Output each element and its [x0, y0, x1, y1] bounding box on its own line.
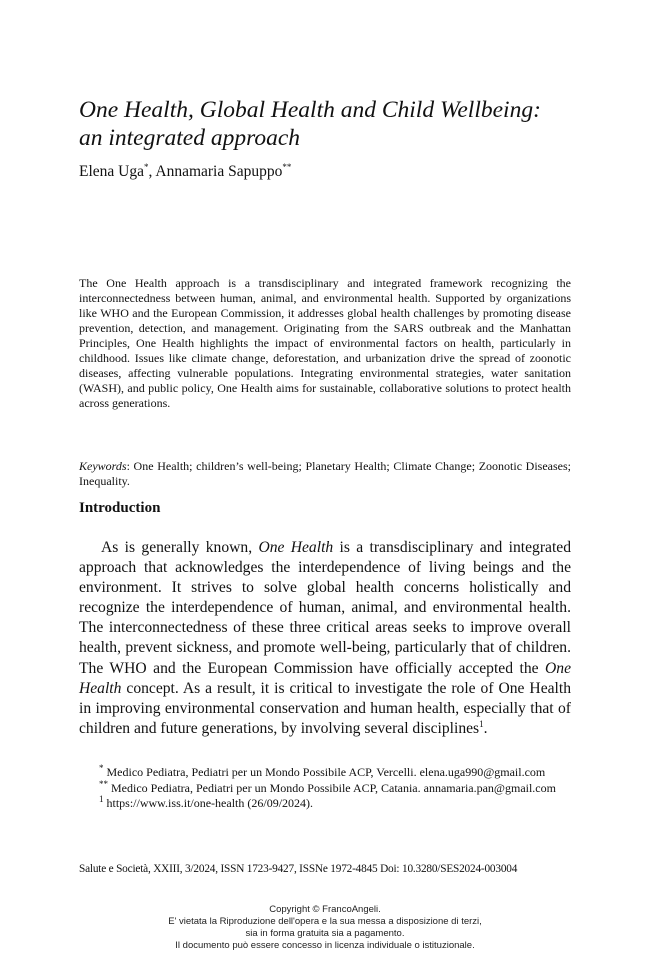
footnote-1-mark: *: [99, 763, 104, 773]
article-title: [79, 96, 599, 152]
footnote-3: [79, 796, 571, 812]
footnote-2: [79, 778, 571, 797]
body-footnote-ref: 1: [479, 718, 484, 729]
footnote-1-text: Medico Pediatra, Pediatri per un Mondo Possibile ACP, Vercelli. elena.uga990@gmail.com: [103, 765, 546, 779]
copyright-line-4: Il documento può essere concesso in licenza individuale o istituzionale.: [175, 940, 475, 951]
author-1-footnote-mark: *: [143, 161, 149, 172]
author-name-1: Elena Uga: [79, 163, 144, 180]
title-line-1: One Health, Global Health and Child Wellbeing:: [79, 97, 541, 123]
footnote-3-mark: 1: [99, 794, 104, 804]
footnotes: [79, 765, 571, 812]
author-separator: ,: [148, 163, 156, 180]
footnote-3-text: https://www.iss.it/one-health (26/09/2024).: [103, 796, 314, 810]
keywords-text: : One Health; children’s well-being; Planetary Health; Climate Change; Zoonotic Diseases; Inequality.: [79, 459, 571, 488]
abstract: The One Health approach is a transdisciplinary and integrated framework recognizing the interconnectedness between human, animal, and environmental health. Supported by organizations like WHO and the European Commission, it addresses global health challenges by promoting disease prevention, detection, and management. Originating from the SARS outbreak and the Manhattan Principles, One Health highlights the impact of environmental factors on health, particularly in childhood. Issues like climate change, deforestation, and urbanization drive the spread of zoonotic diseases, affecting vulnerable populations. Integrating environmental strategies, water sanitation (WASH), and public policy, One Health aims for sustainable, collaborative solutions to protect health across generations.: [79, 276, 571, 410]
footnote-2-mark: **: [99, 778, 108, 789]
body-emphasis-2: One Health: [79, 659, 571, 697]
journal-citation: Salute e Società, XXIII, 3/2024, ISSN 1723-9427, ISSNe 1972-4845 Doi: 10.3280/SES2024-003004: [79, 863, 518, 875]
copyright-line-1: Copyright © FrancoAngeli.: [269, 904, 381, 915]
body-emphasis-1: One Health: [258, 539, 334, 556]
body-text-part-1: As is generally known,: [101, 539, 259, 556]
keywords: [79, 459, 571, 489]
copyright-line-3: sia in forma gratuita sia a pagamento.: [245, 928, 405, 939]
body-text-part-2: is a transdisciplinary and integrated approach that acknowledges the interdependence of living beings and the environment. It strives to solve global health concerns holistically and recognize the interdependence of human, animal, and environmental health. The interconnectedness of these three critical areas seeks to improve overall health, prevent sickness, and promote well-being, particularly that of children. The WHO and the European Commission have officially accepted the: [79, 539, 571, 677]
copyright-notice: [0, 904, 650, 952]
copyright-line-2: E' vietata la Riproduzione dell'opera e la sua messa a disposizione di terzi,: [168, 916, 482, 927]
author-list: [79, 163, 291, 181]
author-name-2: Annamaria Sapuppo: [155, 163, 283, 180]
title-line-2: an integrated approach: [79, 125, 301, 151]
body-paragraph: [79, 538, 571, 739]
body-text-part-3: concept. As a result, it is critical to investigate the role of One Health in improving environmental conservation and human health, especially that of children and future generations, by involving several disciplines: [79, 679, 571, 737]
body-text-end: .: [483, 719, 488, 737]
author-2-footnote-mark: **: [282, 161, 292, 172]
footnote-2-text: Medico Pediatra, Pediatri per un Mondo Possibile ACP, Catania. annamaria.pan@gmail.com: [108, 780, 556, 795]
keywords-label: Keywords: [79, 459, 127, 473]
footnote-1: [79, 765, 571, 781]
section-heading: Introduction: [79, 500, 161, 516]
